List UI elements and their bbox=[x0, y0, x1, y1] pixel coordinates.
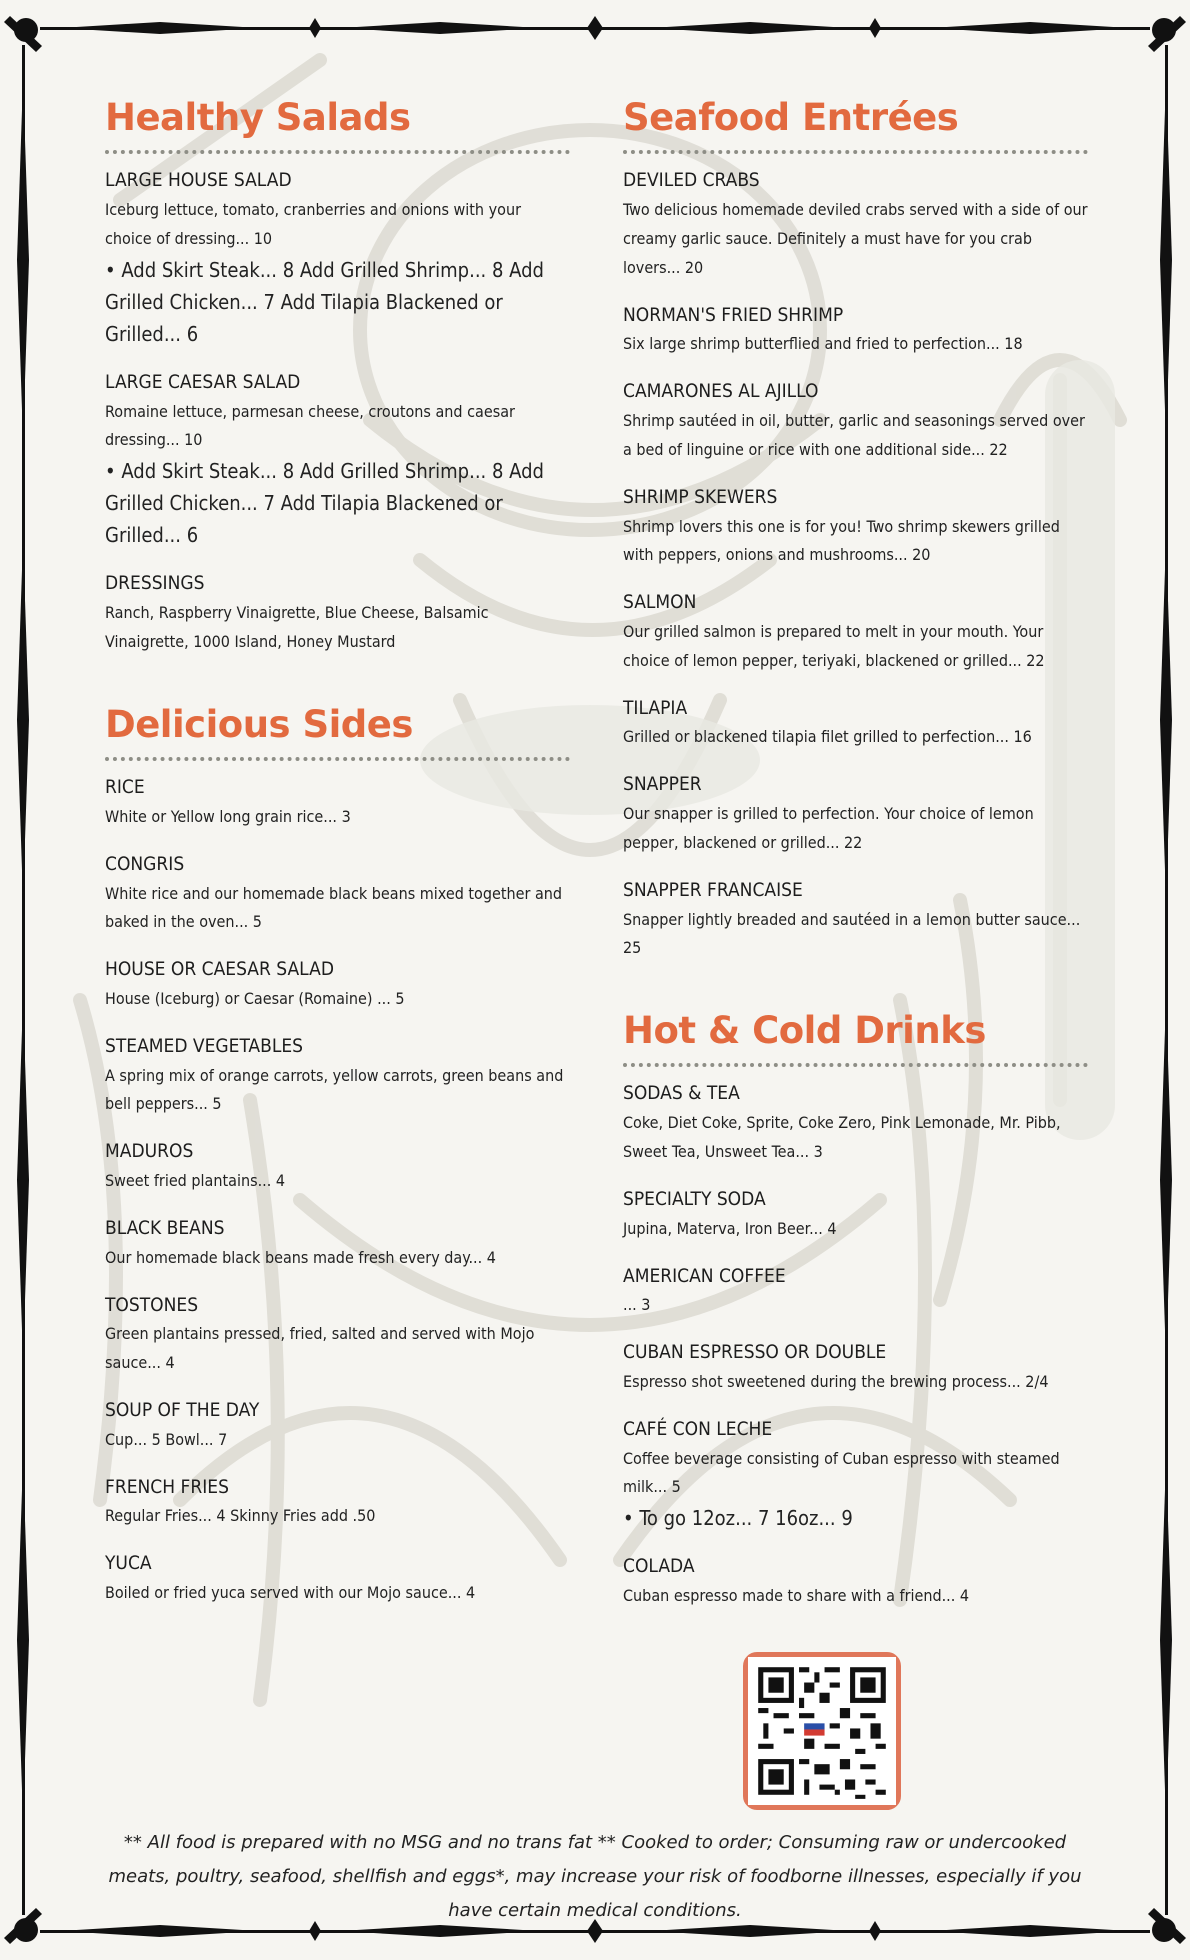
item-description: ... 3 bbox=[623, 1295, 651, 1315]
menu-item bbox=[623, 880, 1088, 963]
menu-item bbox=[623, 170, 1088, 282]
item-add-ons: • Add Skirt Steak... 8 Add Grilled Shrimp... 8 Add Grilled Chicken... 7 Add Tilapia Blackened or Grilled... 6 bbox=[105, 257, 544, 346]
item-description: Cup... 5 Bowl... 7 bbox=[105, 1429, 228, 1449]
menu-item bbox=[105, 573, 570, 656]
dotted-divider bbox=[105, 757, 570, 761]
item-name: CAFÉ CON LECHE bbox=[623, 1417, 773, 1440]
left-column bbox=[105, 96, 570, 1654]
menu-item bbox=[623, 381, 1088, 464]
menu-item bbox=[623, 698, 1088, 753]
item-name: TILAPIA bbox=[623, 696, 688, 719]
item-name: SOUP OF THE DAY bbox=[105, 1398, 260, 1421]
item-name: DRESSINGS bbox=[105, 572, 205, 595]
menu-item bbox=[623, 305, 1088, 360]
menu-item bbox=[623, 1419, 1088, 1534]
item-description: Our snapper is grilled to perfection. Your choice of lemon pepper, blackened or grilled... 22 bbox=[623, 804, 1034, 852]
menu-item bbox=[623, 1189, 1088, 1244]
item-description: Our grilled salmon is prepared to melt in your mouth. Your choice of lemon pepper, teriyaki, blackened or grilled... 22 bbox=[623, 621, 1045, 670]
item-name: CAMARONES AL AJILLO bbox=[623, 380, 819, 403]
item-description: Ranch, Raspberry Vinaigrette, Blue Cheese, Balsamic Vinaigrette, 1000 Island, Honey Mustard bbox=[105, 603, 489, 651]
item-description: Six large shrimp butterflied and fried to perfection... 18 bbox=[623, 334, 1023, 354]
item-description: Coffee beverage consisting of Cuban espresso with steamed milk... 5 bbox=[623, 1448, 1060, 1497]
menu-item bbox=[105, 372, 570, 551]
item-description: Iceburg lettuce, tomato, cranberries and onions with your choice of dressing... 10 bbox=[105, 200, 521, 249]
section-healthy-salads bbox=[105, 96, 570, 657]
menu-item bbox=[623, 1266, 1088, 1321]
qr-code-icon bbox=[748, 1657, 896, 1805]
item-description: A spring mix of orange carrots, yellow carrots, green beans and bell peppers... 5 bbox=[105, 1065, 564, 1114]
item-name: SODAS & TEA bbox=[623, 1082, 740, 1105]
item-description: Shrimp lovers this one is for you! Two shrimp skewers grilled with peppers, onions and mushrooms... 20 bbox=[623, 516, 1060, 565]
menu-item bbox=[105, 1477, 570, 1532]
item-description: Green plantains pressed, fried, salted and served with Mojo sauce... 4 bbox=[105, 1324, 535, 1373]
item-description: Jupina, Materva, Iron Beer... 4 bbox=[623, 1218, 837, 1238]
item-description: Boiled or fried yuca served with our Mojo sauce... 4 bbox=[105, 1583, 476, 1603]
qr-code[interactable] bbox=[743, 1652, 901, 1810]
section-title: Hot & Cold Drinks bbox=[623, 1009, 986, 1053]
item-name: YUCA bbox=[105, 1552, 152, 1575]
item-description: White rice and our homemade black beans mixed together and baked in the oven... 5 bbox=[105, 883, 563, 932]
item-name: COLADA bbox=[623, 1555, 695, 1578]
menu-item bbox=[105, 854, 570, 937]
menu-item bbox=[623, 1556, 1088, 1611]
item-description: White or Yellow long grain rice... 3 bbox=[105, 806, 351, 826]
item-name: SNAPPER bbox=[623, 773, 702, 796]
item-name: BLACK BEANS bbox=[105, 1216, 225, 1239]
item-name: LARGE HOUSE SALAD bbox=[105, 169, 292, 192]
item-name: STEAMED VEGETABLES bbox=[105, 1034, 304, 1057]
dotted-divider bbox=[623, 150, 1088, 154]
item-description: House (Iceburg) or Caesar (Romaine) ... 5 bbox=[105, 989, 405, 1009]
item-name: RICE bbox=[105, 776, 145, 799]
menu-item bbox=[623, 592, 1088, 675]
item-description: Cuban espresso made to share with a friend... 4 bbox=[623, 1586, 970, 1606]
menu-item bbox=[105, 170, 570, 349]
menu-item bbox=[105, 1218, 570, 1273]
footer-disclaimer: ** All food is prepared with no MSG and no trans fat ** Cooked to order; Consuming raw or undercooked meats, poultry, seafood, shellfish and eggs*, may increase your risk of foodborne illnesses, especially if you have certain medical conditions. bbox=[108, 1832, 1082, 1922]
item-description: Grilled or blackened tilapia filet grilled to perfection... 16 bbox=[623, 727, 1032, 747]
item-name: SPECIALTY SODA bbox=[623, 1187, 766, 1210]
item-name: MADUROS bbox=[105, 1140, 194, 1163]
menu-item bbox=[105, 1141, 570, 1196]
item-add-ons: • To go 12oz... 7 16oz... 9 bbox=[623, 1506, 853, 1531]
section-title: Seafood Entrées bbox=[623, 96, 959, 139]
section-seafood-entrees bbox=[623, 96, 1088, 963]
menu-item bbox=[623, 487, 1088, 570]
item-name: AMERICAN COFFEE bbox=[623, 1264, 786, 1287]
item-name: HOUSE OR CAESAR SALAD bbox=[105, 958, 334, 981]
item-name: CONGRIS bbox=[105, 852, 185, 875]
item-name: SNAPPER FRANCAISE bbox=[623, 878, 803, 901]
item-description: Our homemade black beans made fresh every day... 4 bbox=[105, 1247, 496, 1267]
item-add-ons: • Add Skirt Steak... 8 Add Grilled Shrimp... 8 Add Grilled Chicken... 7 Add Tilapia Blackened or Grilled... 6 bbox=[105, 459, 544, 548]
item-name: LARGE CAESAR SALAD bbox=[105, 370, 301, 393]
menu-item bbox=[105, 1295, 570, 1378]
menu-item bbox=[623, 774, 1088, 857]
dotted-divider bbox=[623, 1063, 1088, 1067]
item-name: NORMAN'S FRIED SHRIMP bbox=[623, 303, 844, 326]
item-name: SALMON bbox=[623, 591, 697, 614]
item-description: Regular Fries... 4 Skinny Fries add .50 bbox=[105, 1506, 376, 1526]
item-description: Coke, Diet Coke, Sprite, Coke Zero, Pink Lemonade, Mr. Pibb, Sweet Tea, Unsweet Tea... 3 bbox=[623, 1113, 1061, 1162]
item-name: TOSTONES bbox=[105, 1293, 199, 1316]
menu-item bbox=[623, 1342, 1088, 1397]
menu-item bbox=[105, 777, 570, 832]
item-description: Shrimp sautéed in oil, butter, garlic and seasonings served over a bed of linguine or rice with one additional side... 22 bbox=[623, 411, 1085, 459]
right-column bbox=[623, 96, 1088, 1657]
item-name: CUBAN ESPRESSO OR DOUBLE bbox=[623, 1341, 887, 1364]
item-description: Romaine lettuce, parmesan cheese, croutons and caesar dressing... 10 bbox=[105, 401, 515, 450]
item-description: Sweet fried plantains... 4 bbox=[105, 1171, 285, 1191]
section-delicious-sides bbox=[105, 703, 570, 1608]
section-title: Healthy Salads bbox=[105, 96, 411, 139]
section-title: Delicious Sides bbox=[105, 702, 413, 746]
item-description: Snapper lightly breaded and sautéed in a lemon butter sauce... 25 bbox=[623, 909, 1081, 958]
section-hot-cold-drinks bbox=[623, 1009, 1088, 1611]
menu-item bbox=[105, 1400, 570, 1455]
dotted-divider bbox=[105, 150, 570, 154]
menu-item bbox=[623, 1083, 1088, 1166]
item-name: SHRIMP SKEWERS bbox=[623, 485, 778, 508]
menu-item bbox=[105, 959, 570, 1014]
menu-item bbox=[105, 1036, 570, 1119]
item-description: Espresso shot sweetened during the brewing process... 2/4 bbox=[623, 1372, 1049, 1392]
menu-item bbox=[105, 1553, 570, 1608]
item-name: DEVILED CRABS bbox=[623, 169, 760, 192]
item-name: FRENCH FRIES bbox=[105, 1475, 229, 1498]
item-description: Two delicious homemade deviled crabs served with a side of our creamy garlic sauce. Definitely a must have for you crab lovers... 20 bbox=[623, 200, 1088, 277]
